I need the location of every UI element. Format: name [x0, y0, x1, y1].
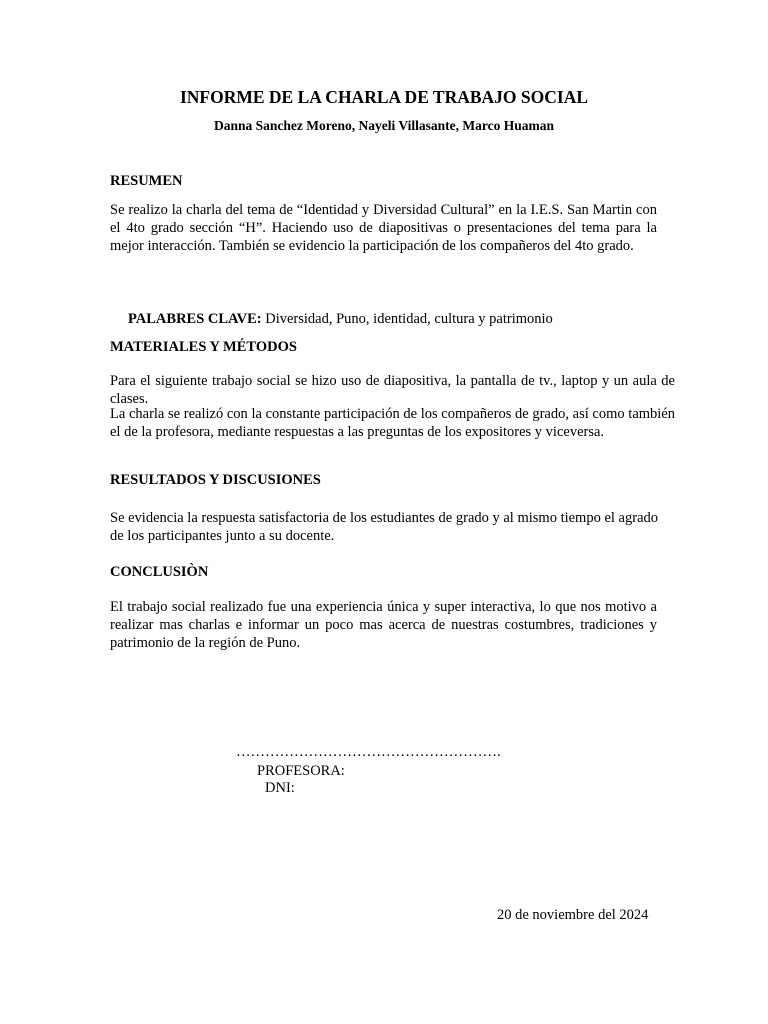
keywords	[128, 310, 553, 328]
resultados-heading: RESULTADOS Y DISCUSIONES	[110, 472, 321, 488]
resumen-heading: RESUMEN	[110, 173, 183, 189]
conclusion-heading: CONCLUSIÒN	[110, 564, 209, 580]
document-date: 20 de noviembre del 2024	[497, 907, 649, 923]
conclusion-text: El trabajo social realizado fue una experiencia única y super interactiva, lo que nos motivo a realizar mas charlas e informar un poco mas acerca de nuestras costumbres, tradiciones y patrimonio de la región de Puno.	[110, 599, 657, 651]
materiales-heading: MATERIALES Y MÉTODOS	[110, 339, 297, 355]
resultados-text: Se evidencia la respuesta satisfactoria de los estudiantes de grado y al mismo tiempo el agrado de los participantes junto a su docente.	[110, 510, 659, 544]
resumen-text: Se realizo la charla del tema de “Identidad y Diversidad Cultural” en la I.E.S. San Martin con el 4to grado sección “H”. Haciendo uso de diapositivas o presentaciones del tema para la mejor interacción. También se evidencio la participación de los compañeros del 4to grado.	[110, 202, 657, 254]
signature-line: ……………………………………………….	[236, 744, 501, 760]
signature-dni: DNI:	[265, 780, 295, 796]
materiales-paragraph-2: La charla se realizó con la constante participación de los compañeros de grado, así como también el de la profesora, mediante respuestas a las preguntas de los expositores y viceversa.	[110, 406, 675, 440]
keywords-text: Diversidad, Puno, identidad, cultura y patrimonio	[261, 311, 553, 327]
document-title: INFORME DE LA CHARLA DE TRABAJO SOCIAL	[179, 87, 589, 107]
signature-role: PROFESORA:	[257, 763, 345, 779]
document-authors: Danna Sanchez Moreno, Nayeli Villasante, Marco Huaman	[214, 118, 554, 133]
keywords-label: PALABRES CLAVE:	[128, 311, 262, 327]
materiales-paragraph-1: Para el siguiente trabajo social se hizo uso de diapositiva, la pantalla de tv., laptop y un aula de clases.	[110, 373, 675, 407]
